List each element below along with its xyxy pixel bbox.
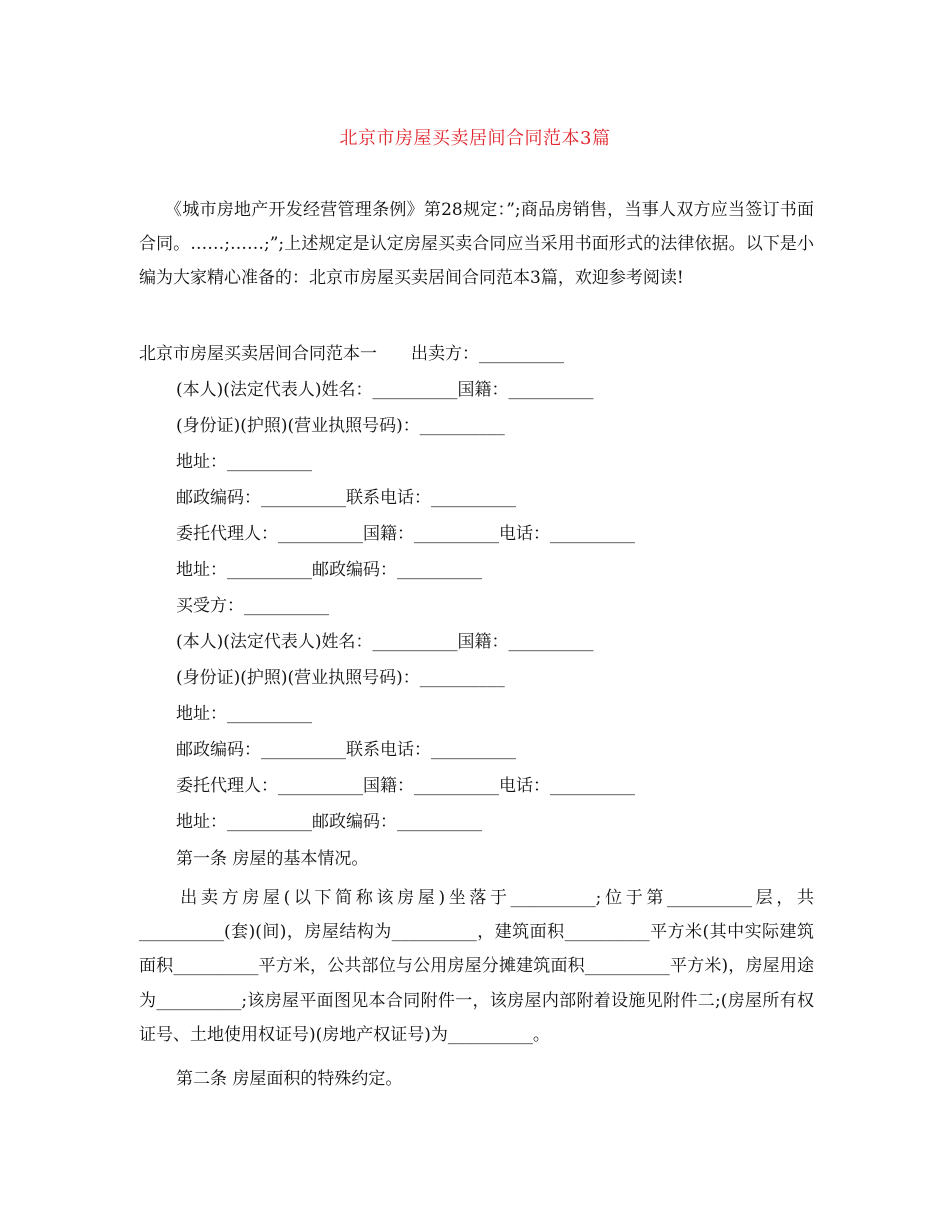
buyer-agent-line: 委托代理人：__________国籍：__________电话：__________ [176,776,635,796]
buyer-name-line: (本人)(法定代表人)姓名：__________国籍：__________ [176,632,594,652]
article-one-title: 第一条 房屋的基本情况。 [176,849,369,869]
seller-name-line: (本人)(法定代表人)姓名：__________国籍：__________ [176,380,594,400]
article-two-title: 第二条 房屋面积的特殊约定。 [176,1069,403,1089]
seller-postal-line: 邮政编码：__________联系电话：__________ [176,488,516,508]
intro-paragraph: 《城市房地产开发经营管理条例》第28规定：”;商品房销售，当事人双方应当签订书面合同。……;……;”;上述规定是认定房屋买卖合同应当采用书面形式的法律依据。以下是小编为大家精心准备的：北京市房屋买卖居间合同范本3篇，欢迎参考阅读! [139,200,814,289]
article-one-body: 出卖方房屋(以下简称该房屋)坐落于__________;位于第__________层，共__________(套)(间)，房屋结构为__________，建筑面积__________平方米(其中实际建筑面积__________平方米，公共部位与公用房屋分摊建筑面积__________平方米)，房屋用途为__________;该房屋平面图见本合同附件一，该房屋内部附着设施见附件二;(房屋所有权证号、土地使用权证号)(房地产权证号)为__________。 [139,888,814,1045]
buyer-id-line: (身份证)(护照)(营业执照号码)：__________ [176,668,505,688]
document-title: 北京市房屋买卖居间合同范本3篇 [339,128,611,149]
buyer-label-line: 买受方：__________ [176,596,329,616]
seller-agent-line: 委托代理人：__________国籍：__________电话：__________ [176,524,635,544]
seller-agent-address-line: 地址：__________邮政编码：__________ [176,560,482,580]
buyer-agent-address-line: 地址：__________邮政编码：__________ [176,812,482,832]
buyer-address-line: 地址：__________ [176,704,312,724]
contract-one-heading: 北京市房屋买卖居间合同范本一 出卖方：__________ [139,344,564,364]
seller-address-line: 地址：__________ [176,452,312,472]
buyer-postal-line: 邮政编码：__________联系电话：__________ [176,740,516,760]
seller-id-line: (身份证)(护照)(营业执照号码)：__________ [176,416,505,436]
